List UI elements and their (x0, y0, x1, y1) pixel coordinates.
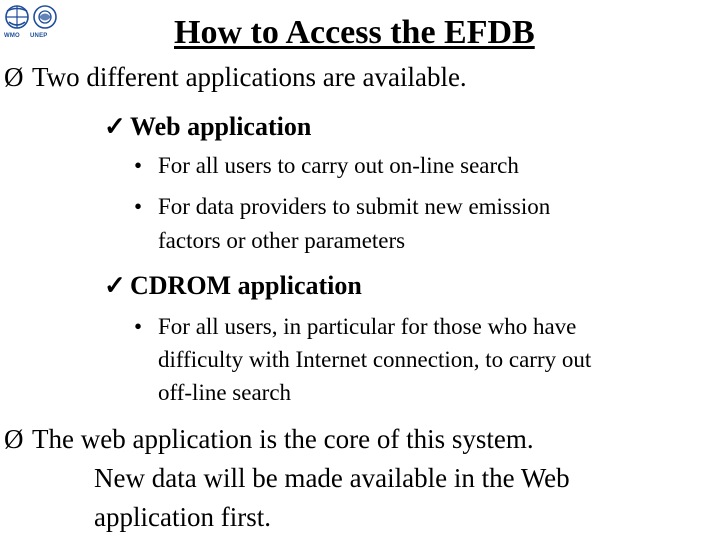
web-item-2: • For data providers to submit new emission (134, 194, 551, 219)
dot-bullet-icon: • (134, 194, 143, 219)
cdrom-item-1-line-2: difficulty with Internet connection, to carry out (158, 347, 592, 372)
bullet-2-line-2: New data will be made available in the Web (94, 463, 570, 493)
check-bullet-icon: ✓ (104, 112, 126, 141)
web-item-1: • For all users to carry out on-line search (134, 153, 519, 178)
web-app-label: Web application (130, 112, 312, 141)
bullet-1 (4, 62, 467, 93)
cdrom-item-1-line-3: off-line search (158, 380, 292, 405)
slide-title: How to Access the EFDB (174, 14, 535, 51)
wmo-emblem-icon (4, 2, 30, 32)
sub-bullet-cdrom (104, 271, 362, 301)
wmo-logo-label: WMO (4, 33, 20, 39)
dot-bullet-icon: • (134, 314, 143, 339)
unep-logo-label: UNEP (30, 33, 48, 39)
bullet-1-text: Two different applications are available. (32, 62, 467, 92)
bullet-2-line-3: application first. (94, 502, 271, 532)
arrow-bullet-icon: Ø (4, 62, 24, 92)
bullet-2 (4, 424, 534, 455)
web-item-2-continued: factors or other parameters (158, 228, 406, 253)
dot-bullet-icon: • (134, 153, 143, 178)
bullet-2-line-1: The web application is the core of this system. (32, 424, 534, 454)
arrow-bullet-icon: Ø (4, 424, 24, 454)
check-bullet-icon: ✓ (104, 271, 126, 300)
cdrom-app-label: CDROM application (130, 271, 362, 300)
cdrom-item-1: • For all users, in particular for those who have (134, 314, 577, 339)
sub-bullet-web (104, 112, 311, 142)
unep-emblem-icon (32, 2, 58, 32)
